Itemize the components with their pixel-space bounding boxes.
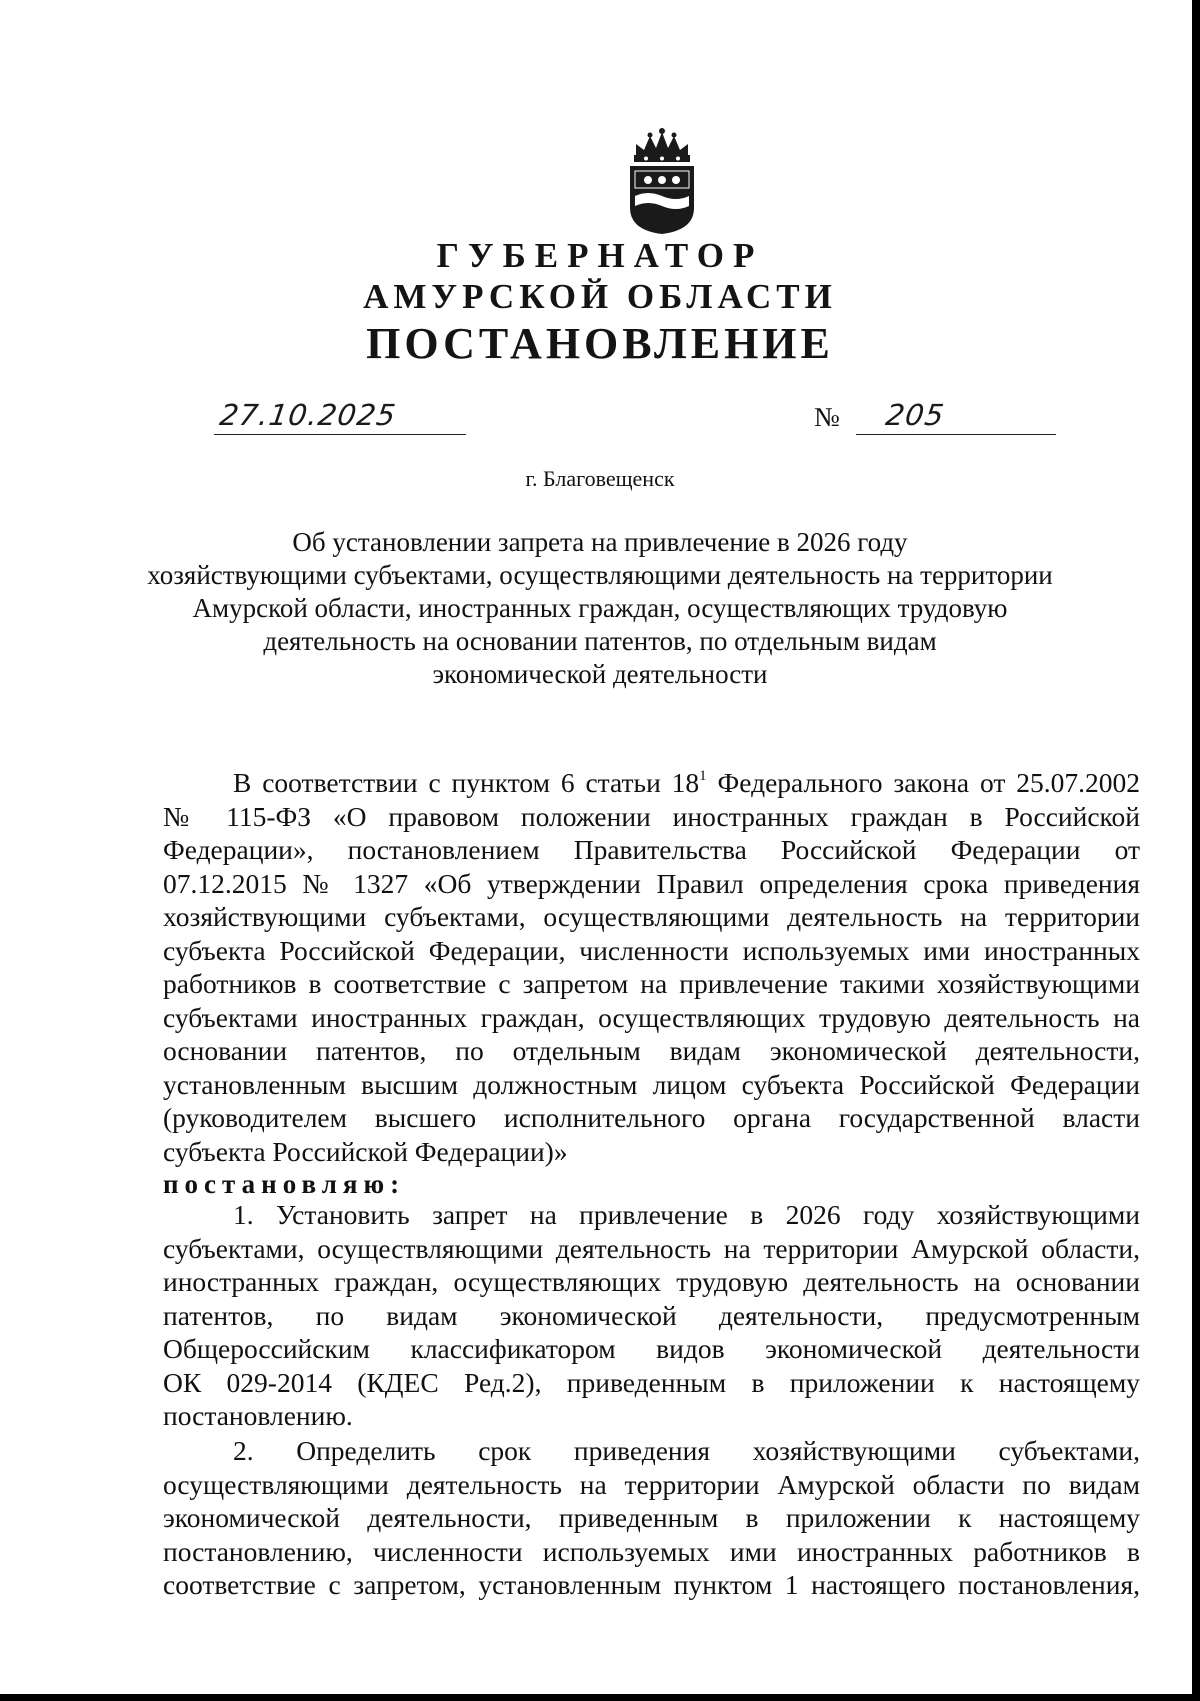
number-field xyxy=(856,398,1056,435)
preamble-line: работников в соответствие с запретом на привлечение такими хозяйствующими xyxy=(163,968,1140,999)
preamble-line: (руководителем высшего исполнительного органа государственной власти xyxy=(163,1102,1140,1133)
title-line: деятельность на основании патентов, по отдельным видам xyxy=(263,626,937,656)
item-line: постановлению. xyxy=(163,1400,353,1431)
item-line: 1. Установить запрет на привлечение в 2026 году хозяйствующими xyxy=(233,1199,1140,1230)
item-2 xyxy=(163,1434,1140,1602)
preamble-line: субъекта Российской Федерации)» xyxy=(163,1135,568,1167)
item-line: иностранных граждан, осуществляющих трудовую деятельность на основании xyxy=(163,1266,1140,1297)
preamble-line: хозяйствующими субъектами, осуществляющими деятельность на территории xyxy=(163,901,1140,932)
preamble-line: В соответствии с пунктом 6 статьи $18^1$ Федерального закона от 25.07.2002 xyxy=(233,767,1141,798)
handwritten-number: 205 xyxy=(883,398,947,432)
title-line: хозяйствующими субъектами, осуществляющими деятельность на территории xyxy=(147,560,1053,590)
item-line: 2. Определить срок приведения хозяйствующими субъектами, xyxy=(233,1435,1140,1466)
preamble-line: основании патентов, по отдельным видам экономической деятельности, xyxy=(163,1035,1140,1066)
scan-edge-bottom xyxy=(0,1694,1200,1701)
region-title: АМУРСКОЙ ОБЛАСТИ xyxy=(363,277,837,316)
authority-title: ГУБЕРНАТОР xyxy=(436,236,764,275)
preamble-line: субъекта Российской Федерации, численности используемых ими иностранных xyxy=(163,934,1140,966)
title-line: Об установлении запрета на привлечение в 2026 году xyxy=(292,527,908,557)
scan-edge-right xyxy=(1192,0,1200,1701)
item-line: соответствие с запретом, установленным пунктом 1 настоящего постановления, xyxy=(163,1569,1140,1600)
handwritten-date: 27.10.2025 xyxy=(217,398,399,432)
preamble xyxy=(163,766,1140,1202)
decree-word: постановляю: xyxy=(163,1169,406,1199)
item-line: ОК 029-2014 (КДЕС Ред.2), приведенным в приложении к настоящему xyxy=(163,1366,1140,1398)
item-line: постановлению, численности используемых ими иностранных работников в xyxy=(163,1535,1140,1567)
item-1 xyxy=(163,1198,1140,1433)
preamble-line: № 115-ФЗ «О правовом положении иностранных граждан в Российской xyxy=(163,800,1140,832)
preamble-line: Федерации», постановлением Правительства Российской Федерации от xyxy=(163,834,1140,865)
preamble-line: субъектами иностранных граждан, осуществляющих трудовую деятельность на xyxy=(163,1001,1140,1033)
superscript: 1 xyxy=(699,767,707,784)
item-line: субъектами, осуществляющими деятельность на территории Амурской области, xyxy=(163,1232,1140,1264)
document-type-title: ПОСТАНОВЛЕНИЕ xyxy=(366,319,834,368)
city-name: г. Благовещенск xyxy=(525,466,675,491)
document-title xyxy=(140,526,1060,691)
number-label: № xyxy=(814,402,840,432)
title-line: экономической деятельности xyxy=(432,659,768,689)
item-line: осуществляющими деятельность на территории Амурской области по видам xyxy=(163,1468,1140,1500)
preamble-line: установленным высшим должностным лицом субъекта Российской Федерации xyxy=(163,1068,1140,1100)
item-line: Общероссийским классификатором видов экономической деятельности xyxy=(163,1333,1140,1364)
item-line: патентов, по видам экономической деятельности, предусмотренным xyxy=(163,1299,1140,1331)
date-field xyxy=(214,398,466,435)
amur-oblast-coat-of-arms-icon xyxy=(622,126,702,236)
title-line: Амурской области, иностранных граждан, осуществляющих трудовую xyxy=(192,593,1008,623)
preamble-line: 07.12.2015 № 1327 «Об утверждении Правил определения срока приведения xyxy=(163,867,1140,899)
item-line: экономической деятельности, приведенным в приложении к настоящему xyxy=(163,1502,1140,1533)
